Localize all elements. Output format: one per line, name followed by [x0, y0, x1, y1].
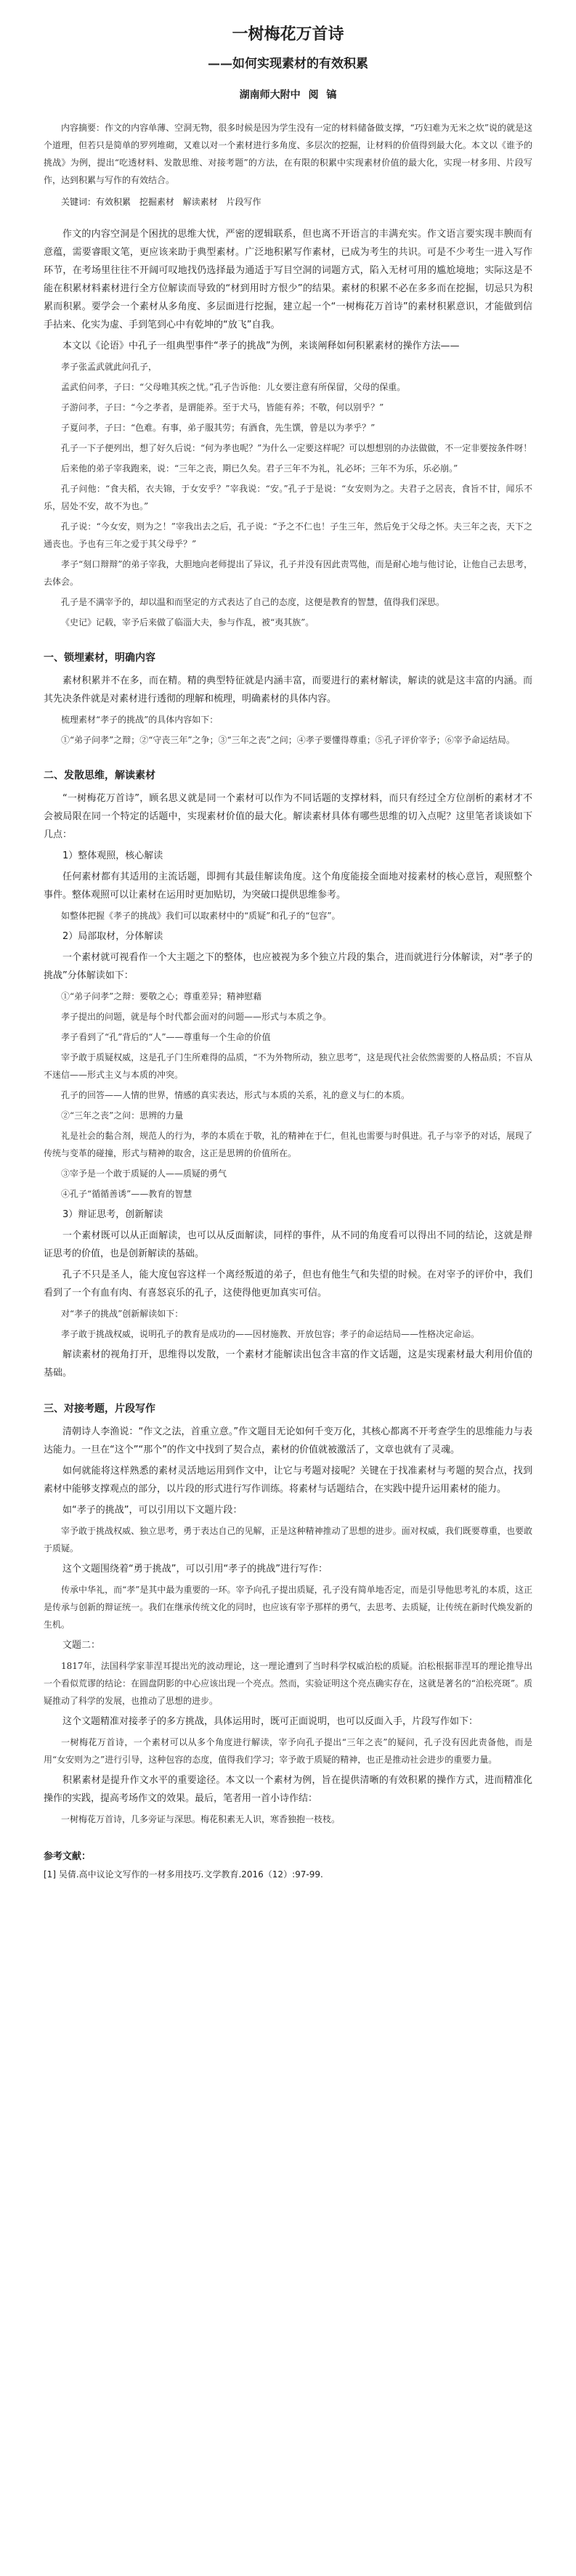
- body-paragraph: 1）整体观照，核心解读: [62, 850, 163, 861]
- quoted-paragraph: 宰予敢于挑战权威、独立思考，勇于表达自己的见解，正是这种精神推动了思想的进步。面对权威，我们既要尊重，也要敢于质疑。: [44, 1526, 532, 1553]
- body-paragraph: 一个素材就可视看作一个大主题之下的整体，也应被视为多个独立片段的集合，进而就进行分体解读，对“孝子的挑战”分体解读如下：: [44, 952, 532, 981]
- quoted-paragraph: ②“三年之丧”之问：思辨的力量: [61, 1110, 184, 1121]
- quoted-paragraph: 孝子“刻口辩辩”的弟子宰我，大胆地向老师提出了异议，孔子并没有因此责骂他，而是耐心地与他讨论，让他自己去思考，去体会。: [44, 559, 532, 587]
- abstract-block: [44, 119, 532, 189]
- keywords-line: 关键词：有效积累 挖掘素材 解读素材 片段写作: [61, 197, 261, 207]
- body-paragraph: 如“孝子的挑战”，可以引用以下文题片段：: [62, 1505, 243, 1516]
- quoted-paragraph: 孔子是不满宰予的，却以温和而坚定的方式表达了自己的态度，这便是教育的智慧，值得我们深思。: [61, 597, 445, 607]
- body-paragraph: 3）辩证思考，创新解读: [62, 1209, 163, 1220]
- body-paragraph: “一树梅花万首诗”，顾名思义就是同一个素材可以作为不同话题的支撑材料，而只有经过全方位剖析的素材才不会被局限在同一个特定的话题中，实现素材价值的最大化。解读素材具体有哪些思维的切入点呢？这里笔者谈谈如下几点：: [44, 793, 532, 840]
- quoted-paragraph: 孔子问他：“食夫稻，衣夫锦，于女安乎？”宰我说：“安。”孔子于是说：“女安则为之。夫君子之居丧，食旨不甘，闻乐不乐，居处不安，故不为也。”: [44, 484, 532, 511]
- quoted-paragraph: 子夏问孝，子曰：“色难。有事，弟子服其劳；有酒食，先生馔，曾是以为孝乎？”: [61, 423, 376, 433]
- abstract-text: 内容摘要：作文的内容单薄、空洞无物，很多时候是因为学生没有一定的材料储备做支撑，“巧妇难为无米之炊”说的就是这个道理，但若只是简单的罗列堆砌，又难以对一个素材进行多角度、多层次的挖掘，让材料的价值得到最大化。本文以《谁予的挑战》为例，提出“吃透材料、发散思维、对接考题”的方法，在有限的积累中实现素材价值的最大化，实现一材多用、片段写作，达到积累与写作的有效结合。: [44, 123, 532, 185]
- quoted-paragraph: 一树梅花万首诗，一个素材可以从多个角度进行解读，宰予向孔子提出“三年之丧”的疑问，孔子没有因此责备他，而是用“女安则为之”进行引导，这种包容的态度，值得我们学习；宰予敢于质疑的精神，也正是推动社会进步的重要力量。: [44, 1737, 532, 1765]
- quoted-paragraph: 后来他的弟子宰我跑来，说：“三年之丧，期已久矣。君子三年不为礼，礼必坏；三年不为乐，乐必崩。”: [61, 463, 458, 474]
- body-paragraph: 任何素材都有其适用的主流话题，即拥有其最佳解读角度。这个角度能接全面地对接素材的核心意旨，观照整个事件。整体观照可以让素材在运用时更加贴切，为突破口提供思维参考。: [44, 871, 532, 901]
- body-paragraph: 清朝诗人李渔说：“作文之法，首重立意。”作文题目无论如何千变万化，其核心都离不开考查学生的思维能力与表达能力。一旦在“这个”“那个”的作文中找到了契合点，素材的价值就被激活了，文章也就有了灵魂。: [44, 1426, 532, 1455]
- body-paragraph: 本文以《论语》中孔子一组典型事件“孝子的挑战”为例，来谈阐释如何积累素材的操作方法——: [62, 341, 460, 352]
- body-paragraph: 积累素材是提升作文水平的重要途径。本文以一个素材为例，旨在提供清晰的有效积累的操作方式，进而精准化操作的实践，提高考场作文的效果。最后，笔者用一首小诗作结：: [44, 1775, 532, 1804]
- reference-item: [1] 吴倩.高中议论文写作的一材多用技巧.文学教育.2016（12）:97-99.: [44, 1869, 323, 1880]
- body-paragraph: 如何就能将这样熟悉的素材灵活地运用到作文中，让它与考题对接呢？关键在于找准素材与考题的契合点，找到素材中能够支撑观点的部分，以片段的形式进行写作训练。将素材与话题结合，在实践中提升运用素材的能力。: [44, 1466, 532, 1495]
- body-paragraph: 2）局部取材，分体解读: [62, 931, 163, 942]
- quoted-paragraph: 孝子张孟武就此问孔子，: [61, 362, 158, 372]
- references-heading: 参考文献：: [44, 1851, 92, 1862]
- section-heading: 一、锁埋素材，明确内容: [44, 652, 155, 664]
- section-heading: 三、对接考题，片段写作: [44, 1403, 155, 1415]
- quoted-paragraph: 《史记》记载，宰予后来做了临淄大夫，参与作乱，被“夷其族”。: [61, 617, 315, 627]
- body-paragraph: 解读素材的视角打开，思维得以发散，一个素材才能解读出包含丰富的作文话题，这是实现素材最大利用价值的基础。: [44, 1349, 532, 1378]
- document-title: 一树梅花万首诗: [232, 25, 344, 44]
- quoted-paragraph: ③宰予是一个敢于质疑的人——质疑的勇气: [61, 1169, 227, 1179]
- section-heading: 二、发散思维，解读素材: [44, 770, 155, 781]
- quoted-paragraph: ④孔子“循循善诱”——教育的智慧: [61, 1189, 192, 1199]
- body-paragraph: 一个素材既可以从正面解读，也可以从反面解读，同样的事件，从不同的角度看可以得出不同的结论，这就是辩证思考的价值，也是创新解读的基础。: [44, 1230, 532, 1259]
- body-paragraph: 孔子不只是圣人，能大度包容这样一个离经叛道的弟子，但也有他生气和失望的时候。在对宰予的评价中，我们看到了一个有血有肉、有喜怒哀乐的孔子，这使得他更加真实可信。: [44, 1269, 532, 1299]
- quoted-paragraph: ①“弟子问孝”之辩：要敬之心；尊重差异；精神慰藉: [61, 991, 262, 1001]
- document-body: [44, 225, 532, 1828]
- body-paragraph: 这个文题精准对接孝子的多方挑战，具体运用时，既可正面说明，也可以反面入手，片段写作如下：: [62, 1716, 479, 1727]
- quoted-paragraph: 孝子敢于挑战权威，说明孔子的教育是成功的——因材施教、开放包容；孝子的命运结局——性格决定命运。: [61, 1329, 480, 1339]
- quoted-paragraph: 礼是社会的黏合剂，规范人的行为，孝的本质在于敬，礼的精神在于仁，但礼也需要与时俱进。孔子与宰予的对话，展现了传统与变革的碰撞，形式与精神的取舍，这正是思辨的价值所在。: [44, 1131, 532, 1158]
- quoted-paragraph: 子游问孝，子曰：“今之孝者，是谓能养。至于犬马，皆能有养；不敬，何以别乎？”: [61, 402, 384, 413]
- quoted-paragraph: 对“孝子的挑战”创新解读如下：: [61, 1309, 184, 1319]
- quoted-paragraph: 如整体把握《孝子的挑战》我们可以取素材中的“质疑”和孔子的“包容”。: [61, 911, 341, 921]
- quoted-paragraph: 1817年，法国科学家菲涅耳提出光的波动理论，这一理论遭到了当时科学权威泊松的质疑。泊松根据菲涅耳的理论推导出一个看似荒谬的结论：在圆盘阴影的中心应该出现一个亮点。然而，实验证明这个亮点确实存在，这就是著名的“泊松亮斑”。质疑推动了科学的发展，也推动了思想的进步。: [44, 1661, 532, 1706]
- body-paragraph: 这个文题围绕着“勇于挑战”，可以引用“孝子的挑战”进行写作：: [62, 1564, 328, 1575]
- quoted-paragraph: 孝子提出的问题，就是每个时代都会面对的问题——形式与本质之争。: [61, 1012, 332, 1022]
- body-paragraph: 作文的内容空洞是个困扰的思维大忧，严密的逻辑联系，但也离不开语言的丰满充实。作文语言要实现丰腴而有意蕴，需要睿眼文笔，更应该来助于典型素材。广泛地积累写作素材，已成为考生的共识。可是不少考生一进入写作环节，在考场里往往不开阔可叹地找仍选择最为通适于写目空洞的词题方式，陷入无材可用的尴尬境地；实际这是不能在积累材料素材进行全方位解读而导致的“材到用时方恨少”的结果。素材的积累不必在多多而在挖掘，切忌只为积累而积累。要学会一个素材从多角度、多层面进行挖掘，建立起一个“一树梅花万首诗”的素材积累意识，才能做到信手拈来、化实为虚、手到笔到心中有乾坤的“放飞”自我。: [44, 229, 532, 330]
- quoted-paragraph: 孔子的回答——人情的世界，情感的真实表达，形式与本质的关系，礼的意义与仁的本质。: [61, 1090, 410, 1100]
- author-line: 湖南师大附中 阅 镐: [239, 89, 337, 101]
- document-subtitle: ——如何实现素材的有效积累: [208, 57, 368, 71]
- quoted-paragraph: ①“弟子问孝”之辩；②“守丧三年”之争；③“三年之丧”之问；④孝子要懂得尊重；⑤孔子评价宰予；⑥宰予命运结局。: [61, 735, 515, 745]
- quoted-paragraph: 孟武伯问孝，子曰：“父母唯其疾之忧。”孔子告诉他：儿女要注意有所保留，父母的保重。: [61, 382, 406, 392]
- quoted-paragraph: 孔子一下子便列出，想了好久后说：“何为孝也呢？”为什么一定要这样呢？可以想想别的办法做做，不一定非要按条件呀！: [61, 443, 532, 453]
- references-list: [44, 1866, 532, 1882]
- body-paragraph: 素材积累并不在多，而在精。精的典型特征就是内涵丰富，而要进行的素材解读，解读的就是这丰富的内涵。而其先决条件就是对素材进行透彻的理解和梳理，明确素材的具体内容。: [44, 675, 532, 704]
- quoted-paragraph: 一树梅花万首诗，几多旁证与深思。梅花积素无人识，寒香独抱一枝枝。: [61, 1814, 341, 1824]
- quoted-paragraph: 梳理素材“孝子的挑战”的具体内容如下：: [61, 715, 219, 725]
- quoted-paragraph: 宰予敢于质疑权威，这是孔子门生所难得的品质，“不为外物所动，独立思考”，这是现代社会依然需要的人格品质；不盲从不迷信——形式主义与本质的冲突。: [44, 1052, 532, 1080]
- quoted-paragraph: 孝子看到了“孔”背后的“人”——尊重每一个生命的价值: [61, 1032, 271, 1042]
- quoted-paragraph: 孔子说：“今女安，则为之！”宰我出去之后，孔子说：“予之不仁也！子生三年，然后免于父母之怀。夫三年之丧，天下之通丧也。予也有三年之爱于其父母乎？”: [44, 521, 532, 549]
- quoted-paragraph: 传承中华礼，而“孝”是其中最为重要的一环。宰予向孔子提出质疑，孔子没有简单地否定，而是引导他思考礼的本质，这正是传承与创新的辩证统一。我们在继承传统文化的同时，也应该有宰予那样的勇气，去思考、去质疑，让传统在新时代焕发新的生机。: [44, 1585, 532, 1630]
- body-paragraph: 文题二：: [62, 1640, 101, 1651]
